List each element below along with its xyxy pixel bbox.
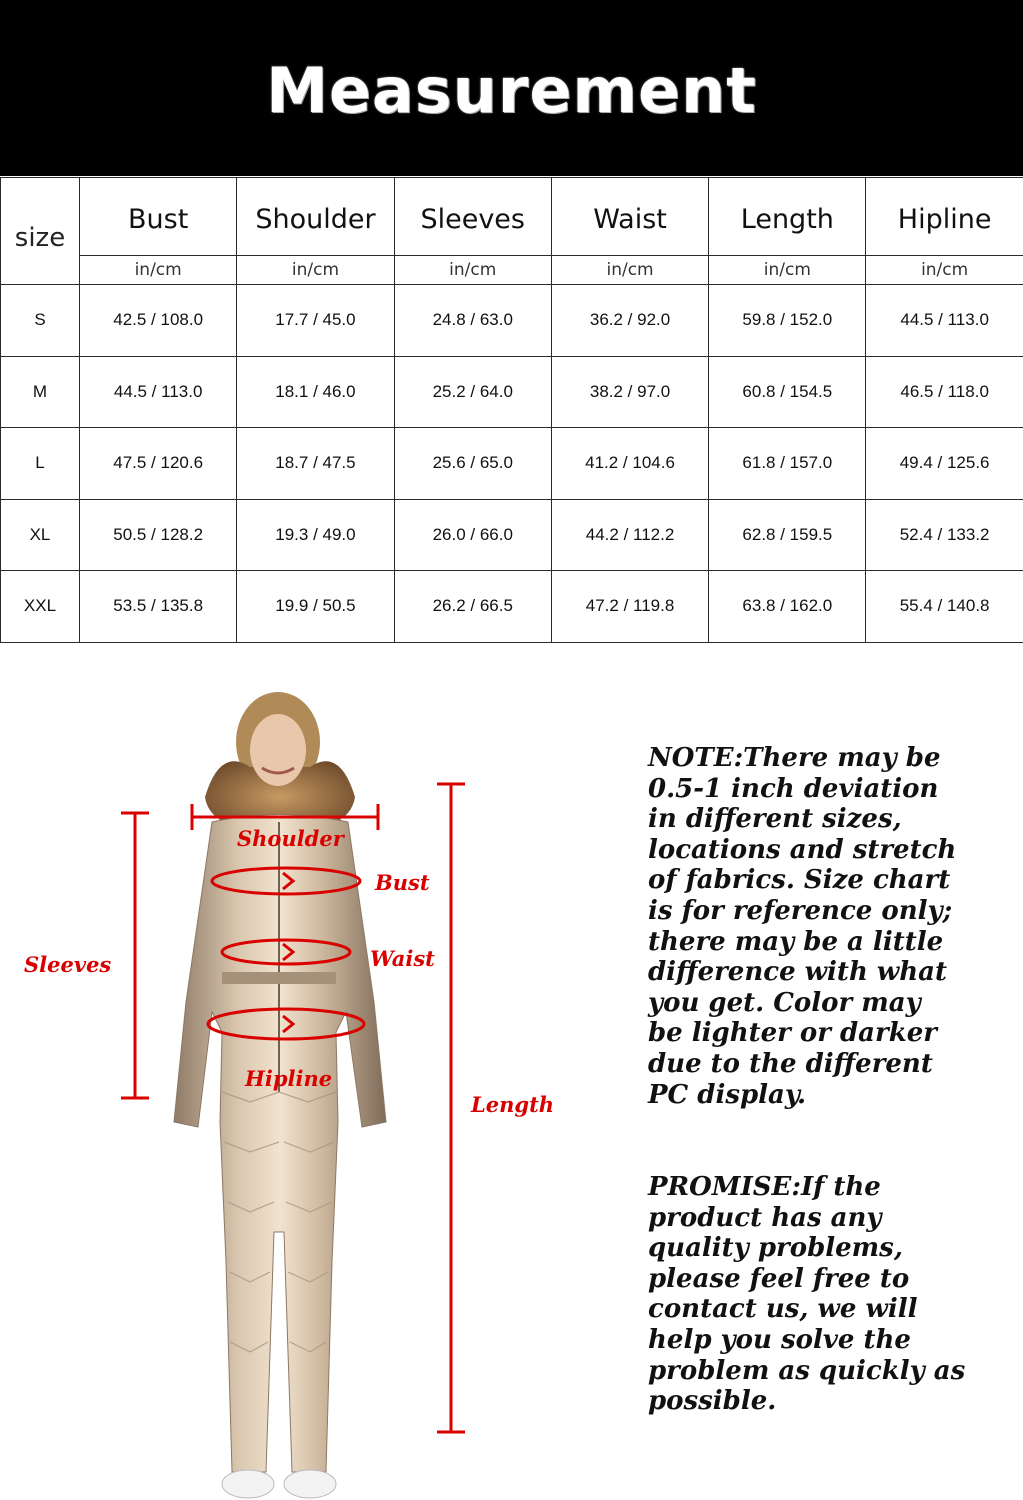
measurement-cell: 53.5 / 135.8 [80, 571, 237, 643]
note-line: NOTE:There may be [648, 743, 941, 773]
table-row [1, 356, 1023, 428]
measurement-cell: 55.4 / 140.8 [866, 571, 1023, 643]
table-row [1, 571, 1023, 643]
promise-text [648, 1172, 1008, 1417]
note-line: PC display. [648, 1079, 807, 1110]
measurement-cell: 63.8 / 162.0 [709, 571, 866, 643]
measurement-cell: 49.4 / 125.6 [866, 428, 1023, 500]
column-header-waist: Waist [551, 178, 708, 256]
note-line: there may be a little [648, 926, 944, 957]
measurement-cell: 38.2 / 97.0 [551, 356, 708, 428]
promise-line: quality problems, [648, 1233, 903, 1264]
column-header-length: Length [709, 178, 866, 256]
note-line: is for reference only; [648, 895, 953, 926]
size-cell: XXL [1, 571, 80, 643]
measurement-cell: 41.2 / 104.6 [551, 428, 708, 500]
measurement-cell: 44.5 / 113.0 [866, 285, 1023, 357]
measurement-cell: 44.2 / 112.2 [551, 499, 708, 571]
measurement-cell: 46.5 / 118.0 [866, 356, 1023, 428]
measurement-cell: 17.7 / 45.0 [237, 285, 394, 357]
unit-label: in/cm [80, 256, 237, 285]
size-cell: M [1, 356, 80, 428]
unit-label: in/cm [709, 256, 866, 285]
label-bust: Bust [375, 870, 430, 895]
page-title: Measurement [266, 53, 757, 127]
unit-label: in/cm [394, 256, 551, 285]
unit-label: in/cm [237, 256, 394, 285]
measurement-cell: 25.6 / 65.0 [394, 428, 551, 500]
measurement-cell: 26.0 / 66.0 [394, 499, 551, 571]
table-row [1, 285, 1023, 357]
table-row [1, 499, 1023, 571]
measurement-cell: 62.8 / 159.5 [709, 499, 866, 571]
column-header-shoulder: Shoulder [237, 178, 394, 256]
note-line: in different sizes, [648, 804, 902, 835]
unit-label: in/cm [551, 256, 708, 285]
note-line: locations and stretch [648, 834, 957, 865]
note-line: difference with what [648, 957, 948, 988]
label-waist: Waist [370, 946, 435, 971]
label-sleeves: Sleeves [24, 952, 112, 977]
measurement-cell: 25.2 / 64.0 [394, 356, 551, 428]
promise-line: product has any [648, 1202, 882, 1233]
size-column-header: size [1, 178, 80, 285]
measurement-cell: 61.8 / 157.0 [709, 428, 866, 500]
promise-line: problem as quickly as [648, 1355, 966, 1386]
note-text [648, 743, 1008, 1110]
measurement-cell: 18.1 / 46.0 [237, 356, 394, 428]
measurement-cell: 19.3 / 49.0 [237, 499, 394, 571]
unit-label: in/cm [866, 256, 1023, 285]
measurement-cell: 19.9 / 50.5 [237, 571, 394, 643]
note-line: 0.5-1 inch deviation [648, 773, 939, 804]
measurement-cell: 26.2 / 66.5 [394, 571, 551, 643]
label-shoulder: Shoulder [237, 826, 344, 851]
note-line: be lighter or darker [648, 1018, 937, 1049]
note-line: of fabrics. Size chart [648, 865, 951, 896]
promise-line: PROMISE:If the [648, 1172, 881, 1202]
promise-line: help you solve the [648, 1324, 911, 1355]
label-length: Length [471, 1092, 555, 1117]
measurement-cell: 50.5 / 128.2 [80, 499, 237, 571]
column-header-bust: Bust [80, 178, 237, 256]
size-cell: L [1, 428, 80, 500]
measurement-cell: 59.8 / 152.0 [709, 285, 866, 357]
measurement-cell: 24.8 / 63.0 [394, 285, 551, 357]
measurement-cell: 42.5 / 108.0 [80, 285, 237, 357]
column-header-hipline: Hipline [866, 178, 1023, 256]
promise-line: contact us, we will [648, 1294, 918, 1325]
measurement-cell: 18.7 / 47.5 [237, 428, 394, 500]
label-hipline: Hipline [245, 1066, 333, 1091]
size-chart-table [0, 177, 1023, 643]
promise-line: please feel free to [648, 1263, 910, 1294]
measurement-cell: 52.4 / 133.2 [866, 499, 1023, 571]
note-line: due to the different [648, 1048, 933, 1079]
measurement-cell: 44.5 / 113.0 [80, 356, 237, 428]
measurement-cell: 36.2 / 92.0 [551, 285, 708, 357]
measurement-cell: 60.8 / 154.5 [709, 356, 866, 428]
note-line: you get. Color may [648, 987, 921, 1018]
table-row [1, 428, 1023, 500]
table-header-row [1, 178, 1023, 256]
size-cell: XL [1, 499, 80, 571]
size-cell: S [1, 285, 80, 357]
promise-line: possible. [648, 1386, 777, 1417]
unit-row [1, 256, 1023, 285]
measurement-cell: 47.5 / 120.6 [80, 428, 237, 500]
column-header-sleeves: Sleeves [394, 178, 551, 256]
header-banner [0, 0, 1023, 176]
measurement-cell: 47.2 / 119.8 [551, 571, 708, 643]
